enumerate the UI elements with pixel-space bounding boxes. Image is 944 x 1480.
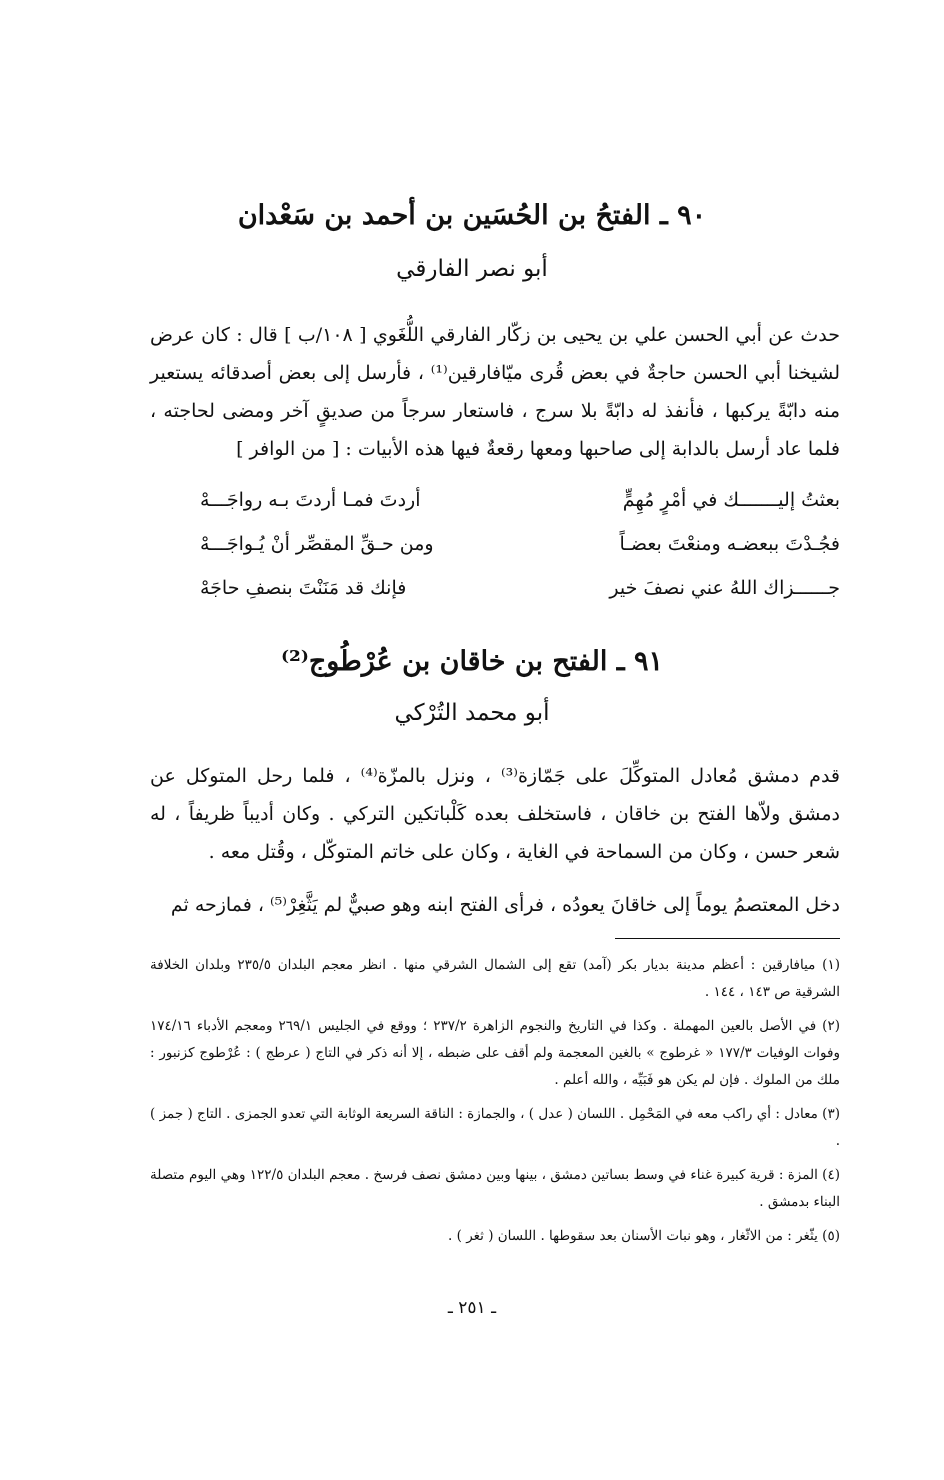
footnote-1: (١) ميافارقين : أعظم مدينة بديار بكر (آمد) تقع إلى الشمال الشرقي منها . انظر معجم البلدان ٢٣٥/٥ وبلدان الخلافة الشرقية ص ١٤٣ ، ١٤٤ . (150, 957, 840, 1000)
entry-91-subtitle: أبو محمد التُرْكي (394, 700, 550, 726)
verse-line (200, 478, 840, 522)
footnote-3: (٣) معادل : أي راكب معه في المَحْمِل . اللسان ( عدل ) ، والجمازة : الناقة السريعة الوثابة التي تعدو الجمزى . التاج ( جمز ) . (150, 1106, 840, 1149)
entry-91-paragraph-2: دخل المعتصمُ يوماً إلى خاقانَ يعودُه ، فرأى الفتح ابنه وهو صبيٌّ لم يَثَّغِرْ⁽⁵⁾ ، فمازحه ثم (170, 894, 840, 916)
entry-90-title: ٩٠ ـ الفتحُ بن الحُسَين بن أحمد بن سَعْدان (237, 200, 707, 231)
verse-line (200, 522, 840, 566)
entry-90-paragraph: حدث عن أبي الحسن علي بن يحيى بن زكّار الفارقي اللُّغَوي [ ١٠٨/ب ] قال : كان عرض لشيخنا أبي الحسن حاجةٌ في بعض قُرى ميّافارقين⁽¹⁾ ، فأرسل إلى بعض أصدقائه يستعير منه دابّةً يركبها ، فأنفذ له دابّةً بلا سرج ، فاستعار سرجاً من صديقٍ آخر ومضى لحاجته ، فلما عاد أرسل بالدابة إلى صاحبها ومعها رقعةٌ فيها هذه الأبيات : [ من الوافر ] (150, 324, 840, 460)
verse-hemistich-second: فإنك قد مَنَنْتَ بنصفِ حاجَهْ (200, 577, 407, 599)
footnote-2: (٢) في الأصل بالعين المهملة . وكذا في التاريخ والنجوم الزاهرة ٢٣٧/٢ ؛ ووقع في الجليس ٢٦٩/١ ومعجم الأدباء ١٧٤/١٦ وفوات الوفيات ١٧٧/٣ « غرطوج » بالغين المعجمة ولم أقف على ضبطه ، إلا أنه ذكر في التاج ( عرطج ) : عُرْطوج كزنبور : ملك من الملوك . فإن لم يكن هو فَبَيِّه ، والله أعلم . (150, 1018, 841, 1088)
verse-hemistich-first: فجُـدْتَ ببعضـه ومنعْتَ بعضـاً (619, 533, 840, 555)
footnote-5: (٥) يثّغر : من الاثّغار ، وهو نبات الأسنان بعد سقوطها . اللسان ( ثغر ) . (448, 1228, 840, 1244)
footnote-4: (٤) المزة : قرية كبيرة غناء في وسط بساتين دمشق ، بينها وبين دمشق نصف فرسخ . معجم البلدان ١٢٢/٥ وهي اليوم متصلة البناء بدمشق . (150, 1167, 840, 1210)
entry-91-paragraph-1: قدم دمشق مُعادل المتوكِّلَ على جَمّازة⁽³⁾ ، ونزل بالمزّة⁽⁴⁾ ، فلما رحل المتوكل عن دمشق ولاّها الفتح بن خاقان ، فاستخلف بعده كَلْباتكين التركي . وكان أديباً ظريفاً ، له شعر حسن ، وكان من السماحة في الغاية ، وكان على خاتم المتوكّل ، وقُتل معه . (150, 765, 841, 863)
footnote-separator (615, 938, 840, 939)
footnotes (150, 952, 840, 1250)
verse-hemistich-second: ومن حـقِّ المقصِّر أنْ يُـواجَـــهْ (200, 533, 434, 555)
entry-90-subtitle: أبو نصر الفارقي (396, 256, 548, 282)
verse-hemistich-second: أردتَ فمـا أردتَ بـه رواجَـــهْ (200, 489, 421, 511)
verse-hemistich-first: جــــــزاك اللهُ عني نصفَ خير (609, 577, 840, 599)
verse-line (200, 566, 840, 610)
verse-hemistich-first: بعثتُ إليـــــــك في أمْرٍ مُهِمٍّ (622, 489, 840, 511)
entry-91-title: ٩١ ـ الفتح بن خاقان بن عُرْطُوج⁽²⁾ (280, 646, 664, 677)
page-number: ـ ٢٥١ ـ (447, 1298, 497, 1318)
